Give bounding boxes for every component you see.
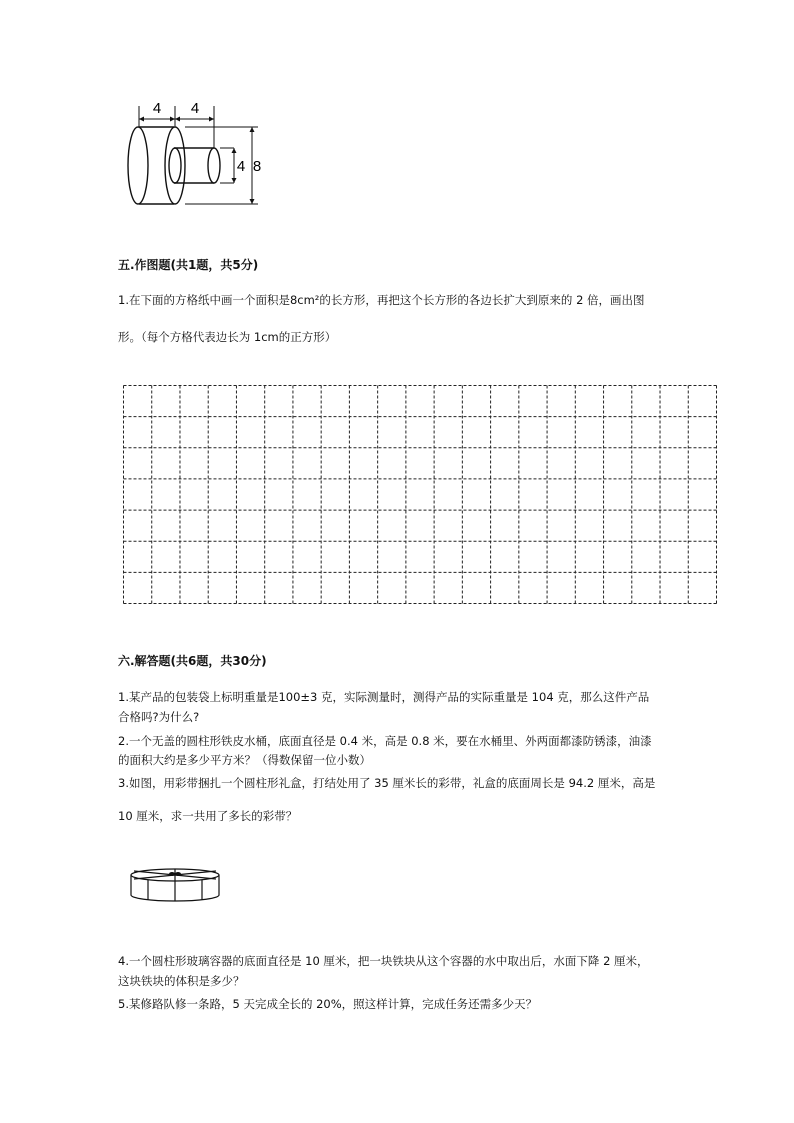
section6-q1-line1: 1.某产品的包装袋上标明重量是100±3 克，实际测量时，测得产品的实际重量是 104 克，那么这件产品	[118, 690, 650, 704]
section5-heading: 五.作图题(共1题，共5分)	[118, 258, 259, 272]
section6-q1-line2: 合格吗?为什么?	[118, 710, 200, 724]
section6-q3-line2: 10 厘米，求一共用了多长的彩带？	[118, 809, 298, 823]
gift-box-figure	[128, 866, 222, 906]
section6-q2-line2: 的面积大约是多少平方米？（得数保留一位小数）	[118, 753, 371, 767]
section6-q4-line1: 4.一个圆柱形玻璃容器的底面直径是 10 厘米，把一块铁块从这个容器的水中取出后，水面下降 2 厘米，	[118, 954, 649, 968]
section6-q2-line1: 2.一个无盖的圆柱形铁皮水桶，底面直径是 0.4 米，高是 0.8 米，要在水桶里、外两面都漆防锈漆，油漆	[118, 734, 652, 748]
grid-paper[interactable]	[123, 385, 717, 604]
section6-q3-line1: 3.如图，用彩带捆扎一个圆柱形礼盒，打结处用了 35 厘米长的彩带，礼盒的底面周长是 94.2 厘米，高是	[118, 776, 656, 790]
dim-label-outer: 8	[252, 158, 262, 175]
dim-label-inner: 4	[236, 158, 246, 175]
dim-label-a: 4	[152, 100, 162, 117]
section6-q5-line1: 5.某修路队修一条路，5 天完成全长的 20%，照这样计算，完成任务还需多少天？	[118, 997, 538, 1011]
section6-heading: 六.解答题(共6题，共30分)	[118, 654, 267, 668]
cylinder-figure	[118, 96, 268, 210]
dim-label-b: 4	[190, 100, 200, 117]
section6-q4-line2: 这块铁块的体积是多少？	[118, 974, 245, 988]
section5-q1-line1: 1.在下面的方格纸中画一个面积是8cm²的长方形，再把这个长方形的各边长扩大到原来的 2 倍，画出图	[118, 293, 645, 307]
section5-q1-line2: 形。（每个方格代表边长为 1cm的正方形）	[118, 330, 337, 344]
